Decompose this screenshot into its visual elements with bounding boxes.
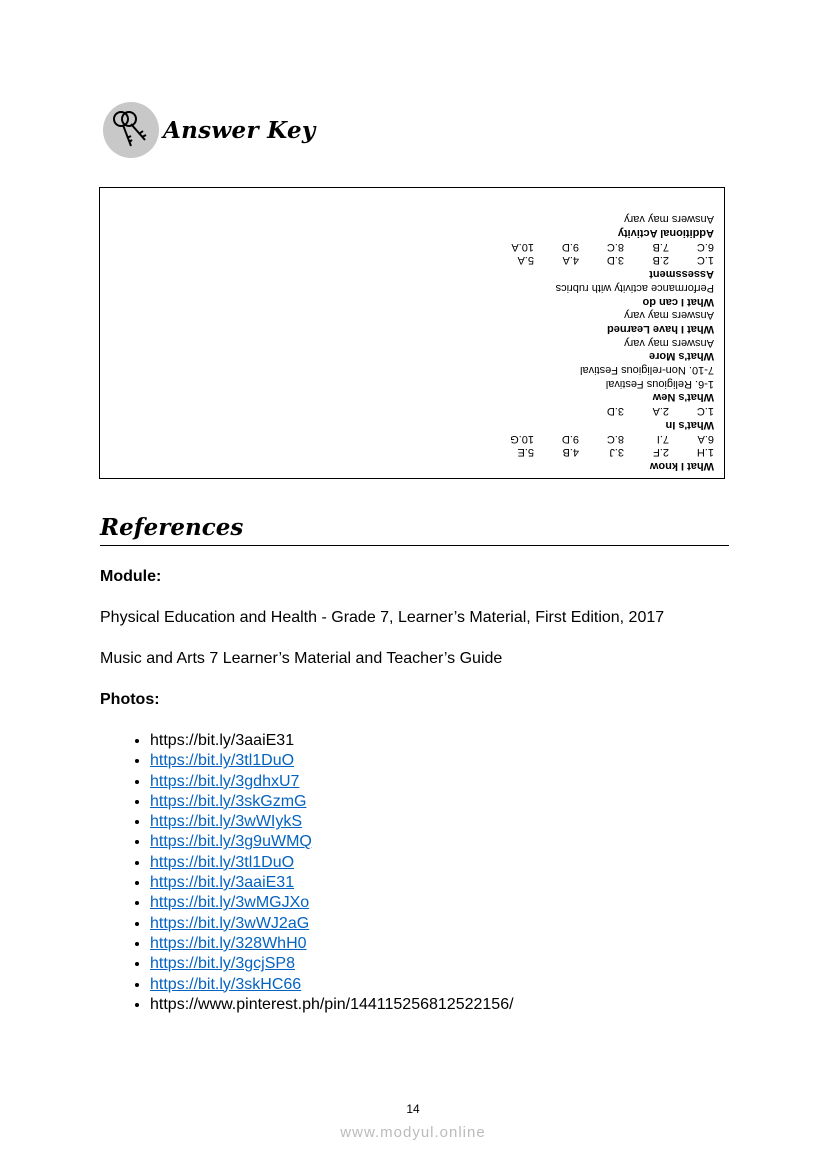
answer-item: 6.C bbox=[696, 240, 714, 253]
photo-source-item bbox=[150, 731, 514, 751]
answer-item: 4.B bbox=[562, 446, 579, 459]
answer-item: 1.C bbox=[696, 405, 714, 418]
answer-item: 5.A bbox=[517, 254, 534, 267]
photo-link[interactable]: https://bit.ly/3wWJ2aG bbox=[150, 914, 310, 932]
keys-icon bbox=[103, 102, 159, 158]
photo-source-text: https://www.pinterest.ph/pin/144115256812522156/ bbox=[150, 995, 514, 1013]
answer-item: 2.B bbox=[652, 254, 669, 267]
photo-source-item bbox=[150, 792, 514, 812]
photo-source-item bbox=[150, 832, 514, 852]
section-heading: Additional Activity bbox=[617, 227, 714, 240]
photo-source-item bbox=[150, 751, 514, 771]
answer-item: 3.D bbox=[606, 405, 624, 418]
answer-key-header bbox=[103, 102, 316, 158]
answer-item: 1.H bbox=[696, 446, 714, 459]
answer-item: 7.I bbox=[656, 432, 669, 445]
photo-link[interactable]: https://bit.ly/3gdhxU7 bbox=[150, 772, 300, 790]
photo-source-item bbox=[150, 812, 514, 832]
photo-link[interactable]: https://bit.ly/3wWIykS bbox=[150, 813, 303, 831]
answer-item: 3.D bbox=[606, 254, 624, 267]
photo-source-item bbox=[150, 954, 514, 974]
answer-row bbox=[489, 431, 714, 445]
answer-item: 6.A bbox=[697, 432, 714, 445]
photo-source-item bbox=[150, 914, 514, 934]
photo-source-item bbox=[150, 893, 514, 913]
section-heading: What's More bbox=[649, 350, 714, 363]
photos-label: Photos: bbox=[100, 691, 160, 708]
answer-row bbox=[489, 239, 714, 253]
photo-source-item bbox=[150, 975, 514, 995]
photo-source-item bbox=[150, 995, 514, 1015]
photo-source-item bbox=[150, 934, 514, 954]
photo-link[interactable]: https://bit.ly/3skHC66 bbox=[150, 975, 302, 993]
photo-link[interactable]: https://bit.ly/3tl1DuO bbox=[150, 853, 295, 871]
answer-key-box bbox=[99, 187, 725, 479]
module-reference: Music and Arts 7 Learner’s Material and Teacher’s Guide bbox=[100, 650, 503, 667]
section-heading: Assessment bbox=[649, 268, 714, 281]
photo-link[interactable]: https://bit.ly/3tl1DuO bbox=[150, 752, 295, 770]
answer-item: 10.G bbox=[510, 432, 534, 445]
photo-link[interactable]: https://bit.ly/3wMGJXo bbox=[150, 894, 310, 912]
answer-item: 9.D bbox=[561, 432, 579, 445]
answer-item: 9.D bbox=[561, 240, 579, 253]
section-heading: What's New bbox=[652, 391, 714, 404]
photo-source-item bbox=[150, 772, 514, 792]
answer-item: 10.A bbox=[511, 240, 534, 253]
answer-text: Answers may vary bbox=[624, 309, 714, 322]
photo-link[interactable]: https://bit.ly/3gcjSP8 bbox=[150, 955, 295, 973]
answer-key-content bbox=[489, 212, 714, 472]
module-reference: Physical Education and Health - Grade 7, Learner’s Material, First Edition, 2017 bbox=[100, 609, 665, 626]
answer-item: 3.J bbox=[609, 446, 624, 459]
watermark: www.modyul.online bbox=[340, 1124, 486, 1141]
module-label: Module: bbox=[100, 568, 162, 585]
photo-link[interactable]: https://bit.ly/3skGzmG bbox=[150, 792, 307, 810]
answer-item: 2.A bbox=[652, 405, 669, 418]
answer-item: 8.C bbox=[606, 432, 624, 445]
answer-item: 5.E bbox=[517, 446, 534, 459]
photo-link[interactable]: https://bit.ly/3aaiE31 bbox=[150, 874, 295, 892]
answer-text: Performance activity with rubrics bbox=[555, 281, 714, 294]
page-number: 14 bbox=[406, 1102, 420, 1116]
answer-item: 4.A bbox=[562, 254, 579, 267]
section-heading: What I know bbox=[649, 460, 714, 472]
photo-source-item bbox=[150, 853, 514, 873]
answer-item: 7.B bbox=[652, 240, 669, 253]
answer-item: 2.F bbox=[653, 446, 669, 459]
section-heading: What I can do bbox=[642, 295, 714, 308]
answer-row bbox=[489, 253, 714, 267]
photo-link[interactable]: https://bit.ly/3g9uWMQ bbox=[150, 833, 312, 851]
section-heading: What I have Learned bbox=[607, 322, 714, 335]
answer-text: 7-10. Non-religious Festival bbox=[580, 364, 714, 377]
answer-text: Answers may vary bbox=[624, 336, 714, 349]
photo-source-text: https://bit.ly/3aaiE31 bbox=[150, 732, 295, 749]
answer-key-title: Answer Key bbox=[163, 116, 316, 144]
answer-row bbox=[489, 403, 714, 417]
section-heading: What's In bbox=[665, 418, 714, 431]
photo-sources-list bbox=[100, 731, 514, 1015]
answer-row bbox=[489, 445, 714, 459]
references-title: References bbox=[100, 514, 729, 546]
answer-text: 1-6. Religious Festival bbox=[605, 377, 714, 390]
photo-link[interactable]: https://bit.ly/328WhH0 bbox=[150, 934, 307, 952]
photo-source-item bbox=[150, 873, 514, 893]
answer-text: Answers may vary bbox=[624, 213, 714, 226]
answer-item: 1.C bbox=[696, 254, 714, 267]
answer-item: 8.C bbox=[606, 240, 624, 253]
